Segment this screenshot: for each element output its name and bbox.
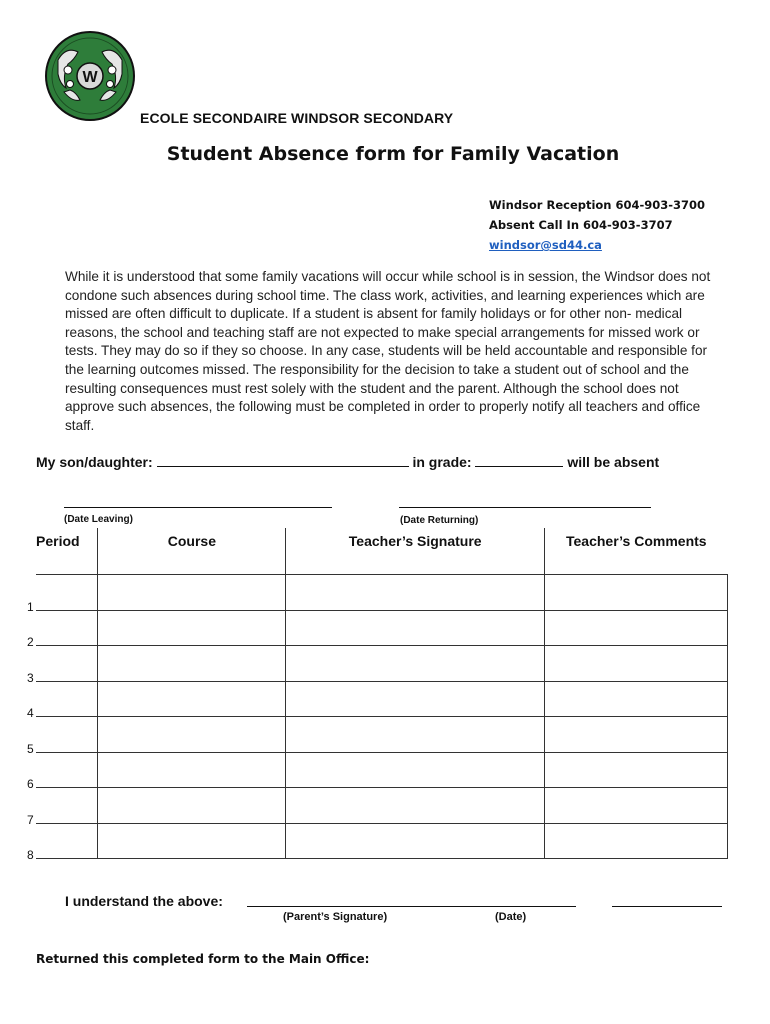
return-instructions: Returned this completed form to the Main Office: bbox=[36, 952, 370, 966]
signature-cell[interactable] bbox=[286, 575, 545, 611]
course-cell[interactable] bbox=[98, 752, 286, 788]
period-number: 6 bbox=[27, 777, 34, 791]
course-cell[interactable] bbox=[98, 610, 286, 646]
table-row bbox=[36, 575, 728, 611]
school-name: ECOLE SECONDAIRE WINDSOR SECONDARY bbox=[140, 110, 454, 126]
comments-cell[interactable] bbox=[545, 717, 728, 753]
grade-field[interactable] bbox=[475, 453, 563, 467]
header-teacher-signature: Teacher’s Signature bbox=[286, 528, 545, 575]
course-cell[interactable] bbox=[98, 575, 286, 611]
comments-cell[interactable] bbox=[545, 823, 728, 859]
period-cell bbox=[27, 646, 98, 685]
table-row bbox=[36, 752, 728, 788]
teacher-signoff-table bbox=[27, 528, 728, 862]
signature-cell[interactable] bbox=[286, 610, 545, 646]
policy-paragraph: While it is understood that some family vacations will occur while school is in session, the Windsor does not condone such absences during school time. The class work, activities, and learning experiences which are missed are often difficult to duplicate. If a student is absent for family holidays or for other non- medical reasons, the school and teaching staff are not expected to make special arrangements for missed work or tests. They may do so if they so choose. In any case, students will be held accountable and responsible for the learning outcomes missed. The responsibility for the decision to take a student out of school and the resulting consequences must rest solely with the student and the parent. Although the school does not approve such absences, the following must be completed in order to properly notify all teachers and office staff. bbox=[65, 269, 711, 433]
period-cell bbox=[27, 823, 98, 862]
period-cell bbox=[27, 575, 98, 614]
header-teacher-comments: Teacher’s Comments bbox=[545, 528, 728, 575]
student-prefix-label: My son/daughter: bbox=[36, 454, 153, 470]
comments-cell[interactable] bbox=[545, 681, 728, 717]
course-cell[interactable] bbox=[98, 823, 286, 859]
date-returning-label: (Date Returning) bbox=[400, 515, 479, 526]
signature-cell[interactable] bbox=[286, 681, 545, 717]
header-course: Course bbox=[98, 528, 286, 575]
period-cell bbox=[27, 717, 98, 756]
period-cell bbox=[27, 610, 98, 649]
comments-cell[interactable] bbox=[545, 752, 728, 788]
period-number: 2 bbox=[27, 635, 34, 649]
date-leaving-field[interactable] bbox=[64, 507, 332, 508]
parent-signature-label: (Parent’s Signature) bbox=[283, 911, 388, 923]
table-row bbox=[36, 646, 728, 682]
table-row bbox=[36, 610, 728, 646]
period-cell bbox=[27, 752, 98, 791]
period-cell bbox=[27, 681, 98, 720]
form-title bbox=[0, 143, 770, 165]
course-cell[interactable] bbox=[98, 646, 286, 682]
table-row bbox=[36, 717, 728, 753]
logo-letter: W bbox=[82, 69, 98, 86]
period-number: 7 bbox=[27, 812, 34, 827]
student-name-field[interactable] bbox=[157, 453, 409, 467]
period-number: 5 bbox=[27, 741, 34, 756]
course-cell[interactable] bbox=[98, 717, 286, 753]
period-number: 3 bbox=[27, 670, 34, 685]
reception-phone: Windsor Reception 604-903-3700 bbox=[489, 198, 706, 212]
contact-email-link[interactable]: windsor@sd44.ca bbox=[489, 238, 602, 252]
absent-call-in-phone: Absent Call In 604-903-3707 bbox=[489, 218, 673, 232]
header-period: Period bbox=[36, 528, 98, 575]
period-number: 4 bbox=[27, 706, 34, 720]
comments-cell[interactable] bbox=[545, 610, 728, 646]
period-number: 8 bbox=[27, 848, 34, 862]
period-cell bbox=[27, 788, 98, 827]
course-cell[interactable] bbox=[98, 788, 286, 824]
table-header-row bbox=[36, 528, 728, 575]
form-title-text: Student Absence form for Family Vacation bbox=[166, 143, 620, 165]
table-row bbox=[36, 681, 728, 717]
school-logo bbox=[44, 30, 136, 122]
signature-cell[interactable] bbox=[286, 646, 545, 682]
signature-cell[interactable] bbox=[286, 752, 545, 788]
understand-statement: I understand the above: bbox=[65, 893, 223, 909]
signature-cell[interactable] bbox=[286, 717, 545, 753]
table-row bbox=[36, 788, 728, 824]
comments-cell[interactable] bbox=[545, 788, 728, 824]
signature-date-label: (Date) bbox=[495, 911, 527, 923]
signature-cell[interactable] bbox=[286, 823, 545, 859]
date-returning-field[interactable] bbox=[399, 507, 651, 508]
signature-date-field[interactable] bbox=[612, 906, 722, 907]
comments-cell[interactable] bbox=[545, 575, 728, 611]
contact-info bbox=[489, 195, 705, 255]
course-cell[interactable] bbox=[98, 681, 286, 717]
date-leaving-label: (Date Leaving) bbox=[64, 514, 133, 525]
table-row bbox=[36, 823, 728, 859]
student-absence-line bbox=[36, 453, 659, 470]
comments-cell[interactable] bbox=[545, 646, 728, 682]
parent-signature-field[interactable] bbox=[247, 906, 576, 907]
grade-label: in grade: bbox=[412, 454, 472, 470]
signature-cell[interactable] bbox=[286, 788, 545, 824]
period-number: 1 bbox=[27, 599, 34, 614]
will-be-absent-label: will be absent bbox=[567, 454, 660, 470]
